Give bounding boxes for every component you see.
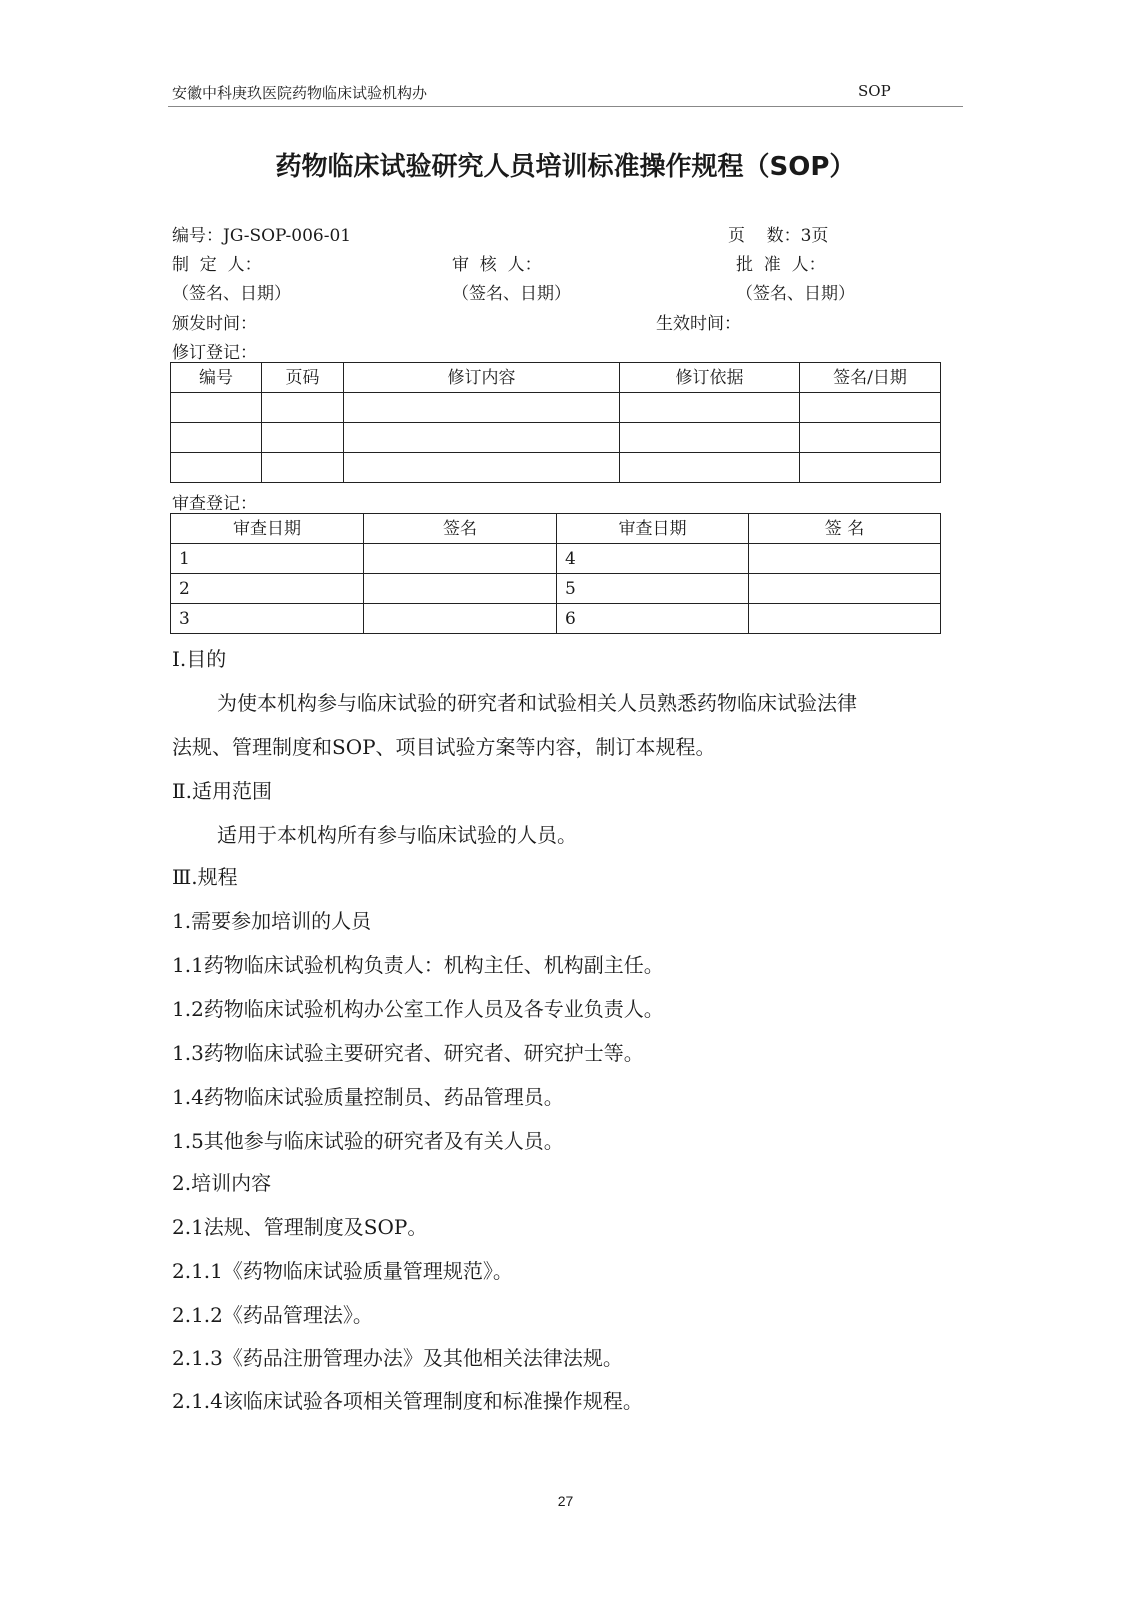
table-cell <box>364 544 557 574</box>
review-table <box>170 513 941 634</box>
table-cell <box>620 423 800 453</box>
column-header: 签名/日期 <box>800 363 941 393</box>
table-cell <box>262 423 344 453</box>
page-title: 药物临床试验研究人员培训标准操作规程（SOP） <box>275 152 856 182</box>
effective-time-label: 生效时间： <box>656 314 741 334</box>
table-row <box>171 574 941 604</box>
section-2-heading: Ⅱ.适用范围 <box>172 779 272 803</box>
table-cell <box>749 604 941 634</box>
table-cell <box>364 574 557 604</box>
table-row <box>171 423 941 453</box>
revision-table <box>170 362 941 483</box>
table-cell <box>749 574 941 604</box>
list-item: 1.4药物临床试验质量控制员、药品管理员。 <box>172 1085 564 1109</box>
column-header: 修订内容 <box>344 363 620 393</box>
review-register-label: 审查登记： <box>172 494 257 514</box>
section-1-paragraph-line-1: 为使本机构参与临床试验的研究者和试验相关人员熟悉药物临床试验法律 <box>217 691 857 715</box>
header-divider <box>168 106 963 107</box>
table-header-row <box>171 514 941 544</box>
drafter-label: 制 定 人： <box>172 255 262 275</box>
list-item: 1.3药物临床试验主要研究者、研究者、研究护士等。 <box>172 1041 644 1065</box>
header-doc-type: SOP <box>858 82 891 100</box>
table-cell <box>344 453 620 483</box>
list-item: 1.5其他参与临床试验的研究者及有关人员。 <box>172 1129 564 1153</box>
table-cell <box>800 393 941 423</box>
page-number: 27 <box>557 1493 574 1509</box>
table-cell: 4 <box>557 544 749 574</box>
table-cell <box>262 453 344 483</box>
column-header: 签 名 <box>749 514 941 544</box>
list-item: 2.1.3《药品注册管理办法》及其他相关法律法规。 <box>172 1346 623 1370</box>
table-cell <box>620 453 800 483</box>
table-cell <box>344 423 620 453</box>
doc-code: 编号：JG-SOP-006-01 <box>172 226 352 246</box>
reviewer-sign-date: （签名、日期） <box>452 284 571 304</box>
page-count: 页 数：3页 <box>728 226 829 246</box>
table-cell <box>171 453 262 483</box>
table-cell: 6 <box>557 604 749 634</box>
table-cell <box>800 423 941 453</box>
table-cell <box>749 544 941 574</box>
section-2-paragraph: 适用于本机构所有参与临床试验的人员。 <box>217 823 577 847</box>
section-1-heading: Ⅰ.目的 <box>172 647 227 671</box>
section-3-heading: Ⅲ.规程 <box>172 865 238 889</box>
column-header: 签名 <box>364 514 557 544</box>
column-header: 审查日期 <box>171 514 364 544</box>
section-1-paragraph-line-2: 法规、管理制度和SOP、项目试验方案等内容，制订本规程。 <box>172 735 716 759</box>
table-row <box>171 544 941 574</box>
header-institution: 安徽中科庚玖医院药物临床试验机构办 <box>172 84 428 102</box>
column-header: 编号 <box>171 363 262 393</box>
approver-sign-date: （签名、日期） <box>736 284 855 304</box>
list-item: 2.1法规、管理制度及SOP。 <box>172 1215 428 1239</box>
table-cell <box>344 393 620 423</box>
approver-label: 批 准 人： <box>736 255 826 275</box>
table-cell <box>800 453 941 483</box>
table-cell <box>171 393 262 423</box>
column-header: 审查日期 <box>557 514 749 544</box>
drafter-sign-date: （签名、日期） <box>172 284 291 304</box>
list-item: 2.培训内容 <box>172 1171 272 1195</box>
table-cell <box>364 604 557 634</box>
table-cell <box>262 393 344 423</box>
table-cell: 1 <box>171 544 364 574</box>
table-row <box>171 453 941 483</box>
list-item: 2.1.1《药物临床试验质量管理规范》。 <box>172 1259 513 1283</box>
table-header-row <box>171 363 941 393</box>
table-cell: 2 <box>171 574 364 604</box>
column-header: 修订依据 <box>620 363 800 393</box>
table-cell: 5 <box>557 574 749 604</box>
table-cell: 3 <box>171 604 364 634</box>
list-item: 1.2药物临床试验机构办公室工作人员及各专业负责人。 <box>172 997 664 1021</box>
list-item: 2.1.4该临床试验各项相关管理制度和标准操作规程。 <box>172 1389 643 1413</box>
column-header: 页码 <box>262 363 344 393</box>
list-item: 1.需要参加培训的人员 <box>172 909 372 933</box>
table-row <box>171 393 941 423</box>
table-cell <box>171 423 262 453</box>
list-item: 2.1.2《药品管理法》。 <box>172 1303 373 1327</box>
issue-time-label: 颁发时间： <box>172 314 257 334</box>
revision-register-label: 修订登记： <box>172 343 257 363</box>
reviewer-label: 审 核 人： <box>452 255 542 275</box>
table-row <box>171 604 941 634</box>
table-cell <box>620 393 800 423</box>
list-item: 1.1药物临床试验机构负责人：机构主任、机构副主任。 <box>172 953 664 977</box>
